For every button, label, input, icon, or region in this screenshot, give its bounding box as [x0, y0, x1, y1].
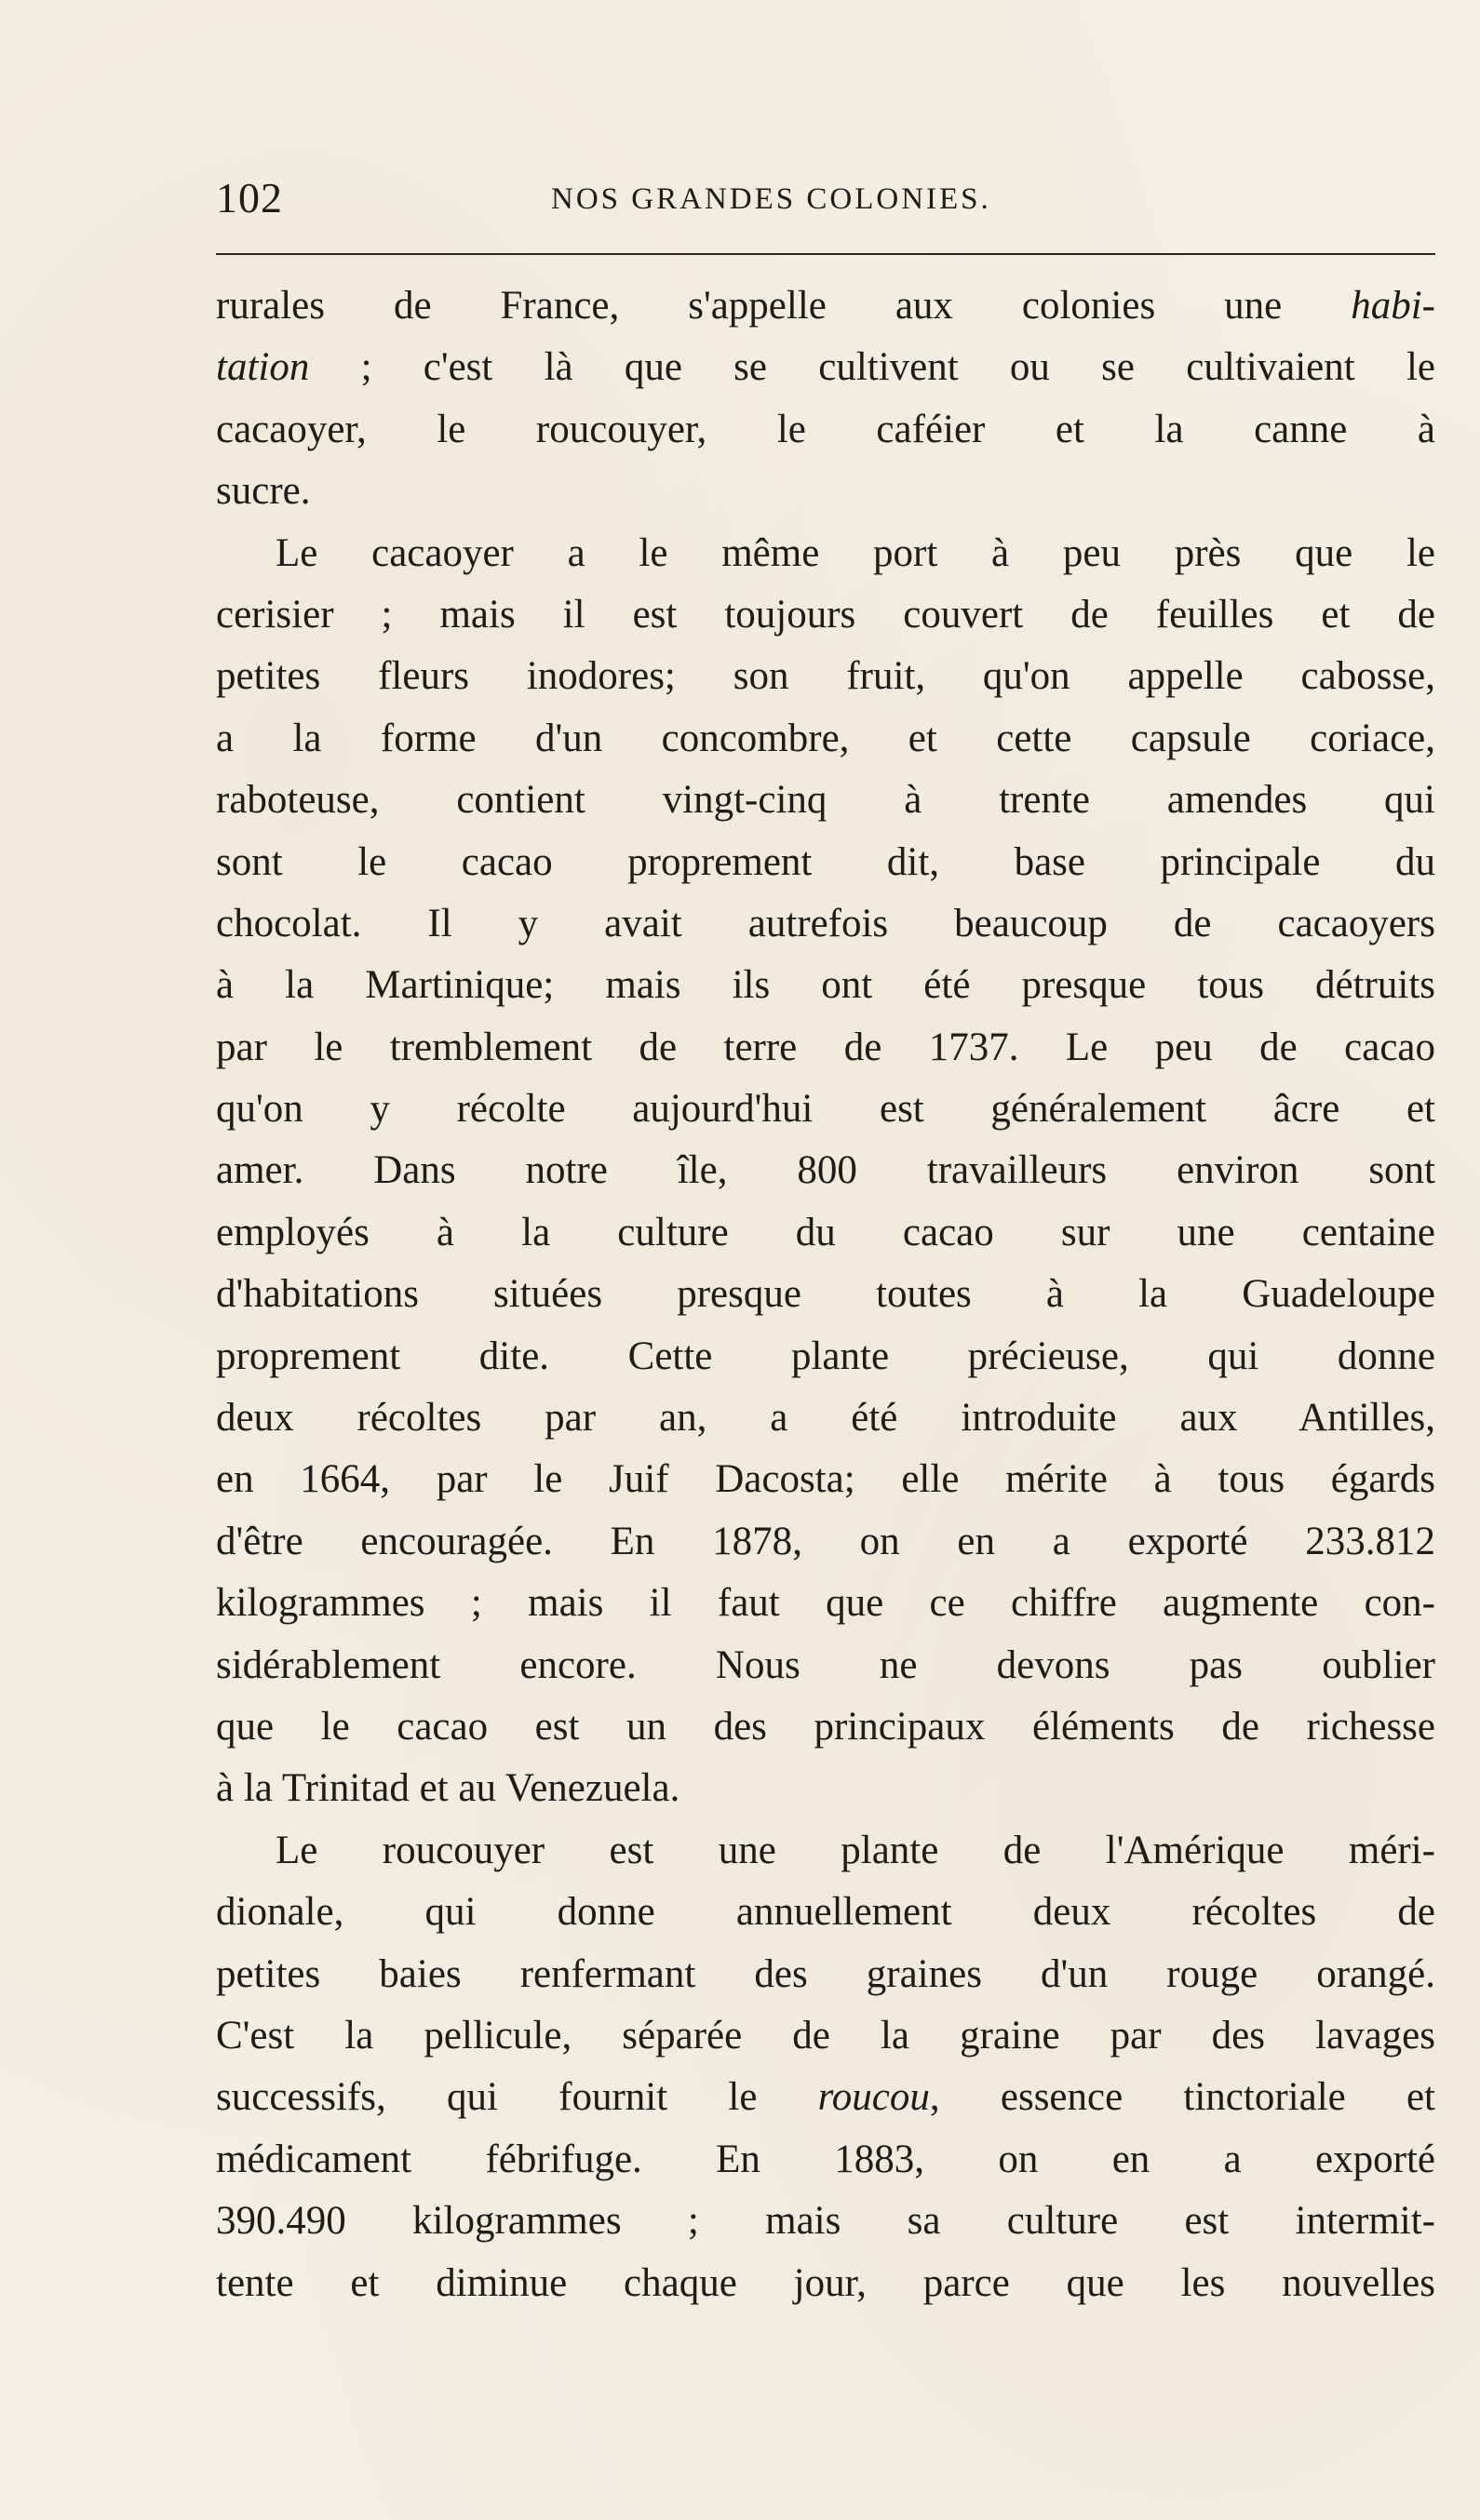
text-line: successifs, qui fournit le roucou, essence tinctoriale et: [216, 2075, 1435, 2120]
running-head: [216, 173, 1435, 229]
text-line: d'être encouragée. En 1878, on en a exporté 233.812: [216, 1519, 1435, 1563]
body-text: [216, 275, 1435, 2314]
text-line: C'est la pellicule, séparée de la graine par des lavages: [216, 2013, 1435, 2058]
text-line: cerisier ; mais il est toujours couvert de feuilles et de: [216, 592, 1435, 637]
text-line: à la Martinique; mais ils ont été presque tous détruits: [216, 963, 1435, 1008]
text-line: que le cacao est un des principaux éléments de richesse: [216, 1704, 1435, 1749]
text-line: a la forme d'un concombre, et cette capsule coriace,: [216, 716, 1435, 760]
text-line: deux récoltes par an, a été introduite aux Antilles,: [216, 1396, 1435, 1441]
text-line: dionale, qui donne annuellement deux récoltes de: [216, 1890, 1435, 1935]
text-line: sont le cacao proprement dit, base principale du: [216, 839, 1435, 884]
running-title: NOS GRANDES COLONIES.: [551, 182, 991, 216]
text-line: sucre.: [216, 469, 311, 514]
text-line: qu'on y récolte aujourd'hui est généralement âcre et: [216, 1087, 1435, 1132]
text-line: employés à la culture du cacao sur une centaine: [216, 1210, 1435, 1254]
text-line: médicament fébrifuge. En 1883, on en a exporté: [216, 2137, 1435, 2181]
text-line: cacaoyer, le roucouyer, le caféier et la canne à: [216, 407, 1435, 451]
text-line: raboteuse, contient vingt-cinq à trente amendes qui: [216, 778, 1435, 823]
page-number: 102: [216, 174, 283, 221]
text-line: sidérablement encore. Nous ne devons pas oublier: [216, 1642, 1435, 1687]
text-line: à la Trinitad et au Venezuela.: [216, 1766, 680, 1811]
text-line: par le tremblement de terre de 1737. Le peu de cacao: [216, 1025, 1435, 1069]
text-line: chocolat. Il y avait autrefois beaucoup de cacaoyers: [216, 901, 1435, 945]
text-line: amer. Dans notre île, 800 travailleurs environ sont: [216, 1148, 1435, 1193]
text-line: proprement dite. Cette plante précieuse, qui donne: [216, 1334, 1435, 1378]
text-line: petites baies renfermant des graines d'un rouge orangé.: [216, 1951, 1435, 1996]
text-line: kilogrammes ; mais il faut que ce chiffre augmente con-: [216, 1581, 1435, 1626]
text-line: en 1664, par le Juif Dacosta; elle mérite à tous égards: [216, 1457, 1435, 1502]
text-line: rurales de France, s'appelle aux colonies une habi-: [216, 284, 1435, 328]
text-line: petites fleurs inodores; son fruit, qu'on appelle cabosse,: [216, 654, 1435, 699]
text-line: d'habitations situées presque toutes à la Guadeloupe: [216, 1272, 1435, 1317]
text-line: tente et diminue chaque jour, parce que les nouvelles: [216, 2260, 1435, 2305]
text-line: 390.490 kilogrammes ; mais sa culture est intermit-: [216, 2199, 1435, 2244]
text-line: tation ; c'est là que se cultivent ou se cultivaient le: [216, 345, 1435, 390]
header-rule: [216, 253, 1435, 255]
text-line: Le roucouyer est une plante de l'Amérique méri-: [276, 1828, 1435, 1872]
text-line: Le cacaoyer a le même port à peu près que le: [276, 530, 1435, 575]
